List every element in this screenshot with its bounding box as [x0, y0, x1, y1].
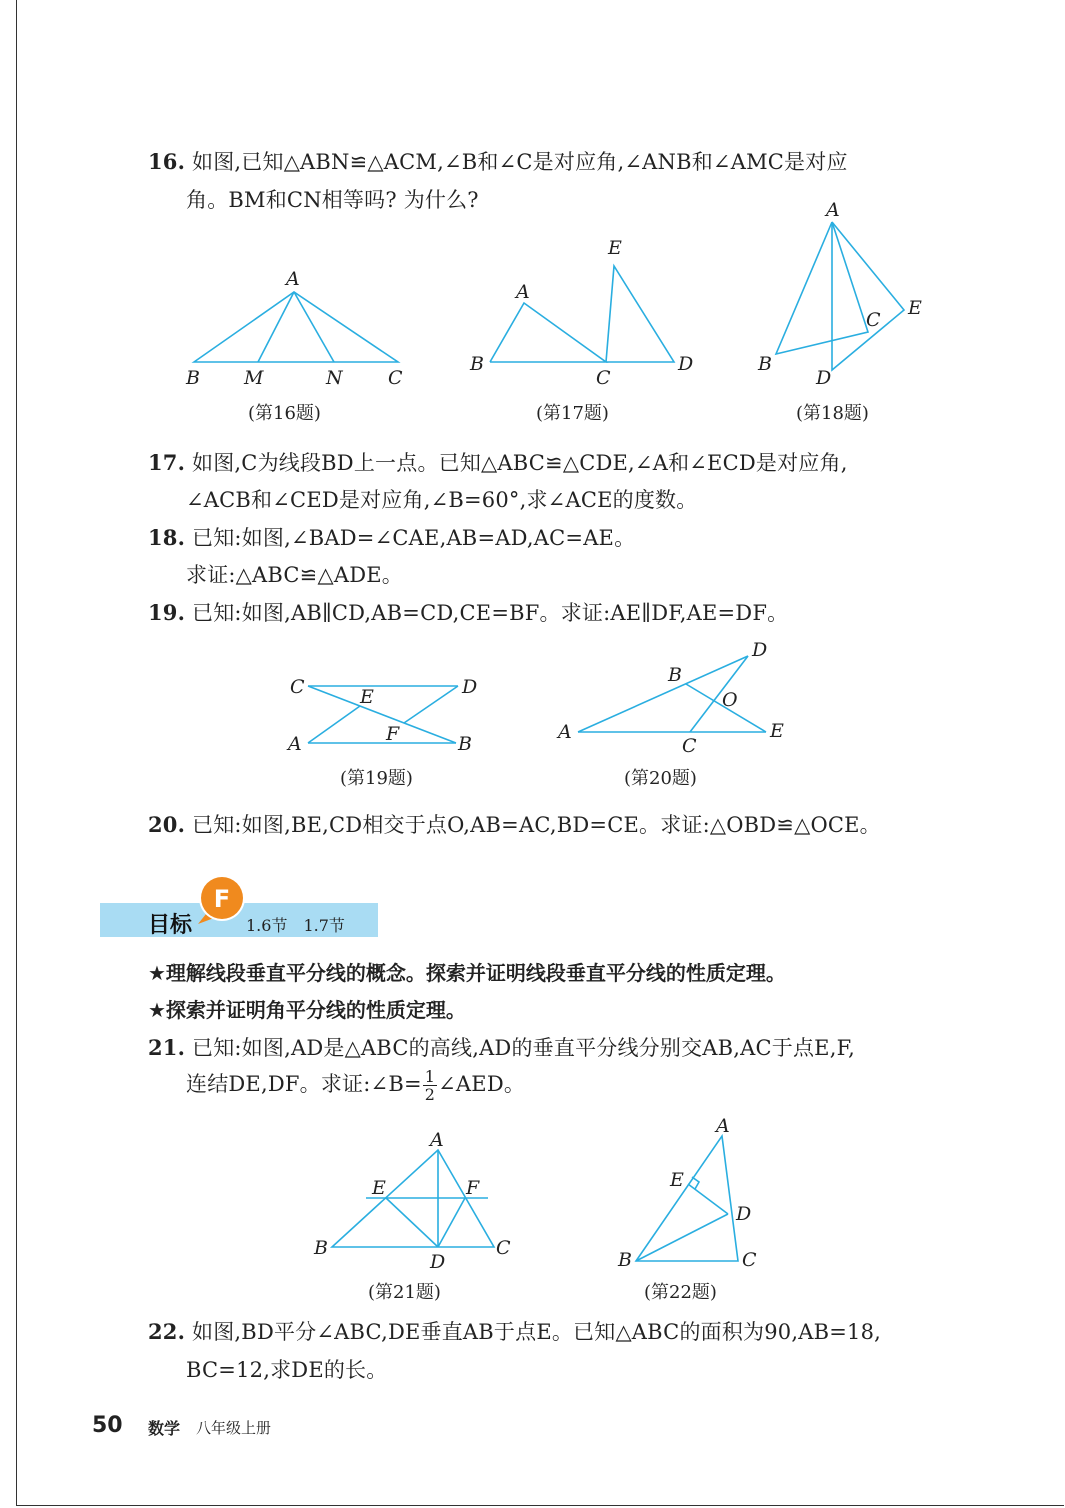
- fig17-label-d: D: [678, 353, 694, 375]
- fig18-triangle-ade: [832, 222, 904, 370]
- fig18-label-d: D: [816, 367, 832, 389]
- fig22-segment-de: [688, 1184, 728, 1214]
- fig22-triangle-abc: [636, 1136, 738, 1261]
- fig16-label-m: M: [244, 367, 264, 389]
- fig22-label-b: B: [618, 1249, 632, 1271]
- fig20-label-d: D: [752, 639, 768, 661]
- figure-21: [310, 1129, 520, 1273]
- fig20-label-e: E: [770, 720, 784, 742]
- problem-16-line1: 16. 如图,已知△ABN≌△ACM,∠B和∠C是对应角,∠ANB和∠AMC是对应: [148, 149, 848, 174]
- svg-text:F: F: [213, 885, 231, 913]
- fig21-label-a: A: [430, 1129, 444, 1151]
- fig22-label-e: E: [670, 1169, 684, 1191]
- fig16-segment-am: [258, 292, 294, 362]
- footer-book: 八年级上册: [196, 1419, 272, 1437]
- problem-17-line1: 17. 如图,C为线段BD上一点。已知△ABC≌△CDE,∠A和∠ECD是对应角,: [148, 450, 848, 475]
- fig21-segment-fd: [438, 1198, 465, 1247]
- objective-1: ★理解线段垂直平分线的概念。探索并证明线段垂直平分线的性质定理。: [148, 961, 786, 985]
- fig19-label-d: D: [462, 676, 478, 698]
- fig22-label-d: D: [736, 1203, 752, 1225]
- page-number: 50: [92, 1413, 123, 1438]
- fig19-segment-cb: [308, 686, 456, 743]
- fig19-segment-fd: [404, 686, 458, 723]
- figure-18: [752, 196, 942, 389]
- figure-22-caption: (第22题): [644, 1282, 717, 1303]
- fig18-label-b: B: [758, 353, 772, 375]
- fig20-segment-dc: [690, 656, 748, 732]
- fig19-label-c: C: [290, 676, 305, 698]
- fig20-label-b: B: [668, 664, 682, 686]
- fig18-label-a: A: [826, 199, 840, 221]
- fig20-label-c: C: [682, 735, 697, 757]
- fig19-segment-ae: [308, 706, 360, 743]
- figure-20-caption: (第20题): [624, 768, 697, 789]
- fig21-label-f: F: [466, 1177, 480, 1199]
- figure-17-caption: (第17题): [536, 403, 609, 424]
- fig21-label-c: C: [496, 1237, 511, 1259]
- figure-16-caption: (第16题): [248, 403, 321, 424]
- fig22-label-c: C: [742, 1249, 757, 1271]
- problem-21-line2: 连结DE,DF。求证:∠B= $\frac{1}{2}$ ∠AED。: [186, 1067, 526, 1104]
- problem-20-line1: 20. 已知:如图,BE,CD相交于点O,AB=AC,BD=CE。求证:△OBD≌△OCE。: [148, 812, 881, 837]
- fig18-triangle-abc: [776, 222, 868, 354]
- fig17-triangle-abc: [490, 303, 606, 362]
- figure-19: [284, 668, 484, 758]
- figure-16: [180, 262, 420, 392]
- fig16-label-a: A: [286, 268, 300, 290]
- problem-22-line2: BC=12,求DE的长。: [186, 1358, 388, 1382]
- figure-19-caption: (第19题): [340, 768, 413, 789]
- problem-18-line2: 求证:△ABC≌△ADE。: [186, 563, 403, 587]
- section-title: 目标: [148, 913, 193, 938]
- fraction-one-half: $\frac{1}{2}$: [424, 1067, 436, 1104]
- fig22-bisector-bd: [636, 1214, 728, 1261]
- figure-20: [556, 636, 796, 756]
- problem-22-line1: 22. 如图,BD平分∠ABC,DE垂直AB于点E。已知△ABC的面积为90,AB=18,: [148, 1319, 882, 1344]
- fig21-label-b: B: [314, 1237, 328, 1259]
- figure-21-caption: (第21题): [368, 1282, 441, 1303]
- objective-2: ★探索并证明角平分线的性质定理。: [148, 998, 466, 1022]
- problem-16-line2: 角。BM和CN相等吗? 为什么?: [186, 188, 479, 212]
- fig19-label-f: F: [386, 723, 400, 745]
- figure-17: [464, 236, 704, 389]
- fig20-label-o: O: [722, 689, 738, 711]
- problem-21-line1: 21. 已知:如图,AD是△ABC的高线,AD的垂直平分线分别交AB,AC于点E,F,: [148, 1035, 855, 1060]
- fig17-label-b: B: [470, 353, 484, 375]
- fig17-label-a: A: [516, 281, 530, 303]
- fig20-label-a: A: [558, 721, 572, 743]
- fig17-label-c: C: [596, 367, 611, 389]
- fig16-triangle-abc: [194, 292, 398, 362]
- fig18-label-e: E: [908, 297, 922, 319]
- fig19-label-e: E: [360, 686, 374, 708]
- section-references: 1.6节 1.7节: [246, 916, 345, 935]
- problem-19-line1: 19. 已知:如图,AB∥CD,AB=CD,CE=BF。求证:AE∥DF,AE=DF。: [148, 600, 789, 625]
- fig19-label-a: A: [288, 733, 302, 755]
- fig17-triangle-cde: [606, 266, 674, 362]
- figure-18-caption: (第18题): [796, 403, 869, 424]
- fig16-segment-an: [294, 292, 334, 362]
- fig17-label-e: E: [608, 237, 622, 259]
- fig16-label-b: B: [186, 367, 200, 389]
- fig22-label-a: A: [716, 1115, 730, 1137]
- fig16-label-n: N: [326, 367, 343, 389]
- fig18-label-c: C: [866, 309, 881, 331]
- fig21-label-e: E: [372, 1177, 386, 1199]
- problem-18-line1: 18. 已知:如图,∠BAD=∠CAE,AB=AD,AC=AE。: [148, 525, 636, 550]
- footer-subject: 数学: [148, 1419, 181, 1438]
- figure-22: [614, 1114, 774, 1274]
- fig16-label-c: C: [388, 367, 403, 389]
- fig21-segment-ed: [386, 1198, 438, 1247]
- fig19-label-b: B: [458, 733, 472, 755]
- problem-17-line2: ∠ACB和∠CED是对应角,∠B=60°,求∠ACE的度数。: [186, 488, 698, 512]
- fig21-label-d: D: [430, 1251, 446, 1273]
- section-badge-icon: [196, 874, 248, 926]
